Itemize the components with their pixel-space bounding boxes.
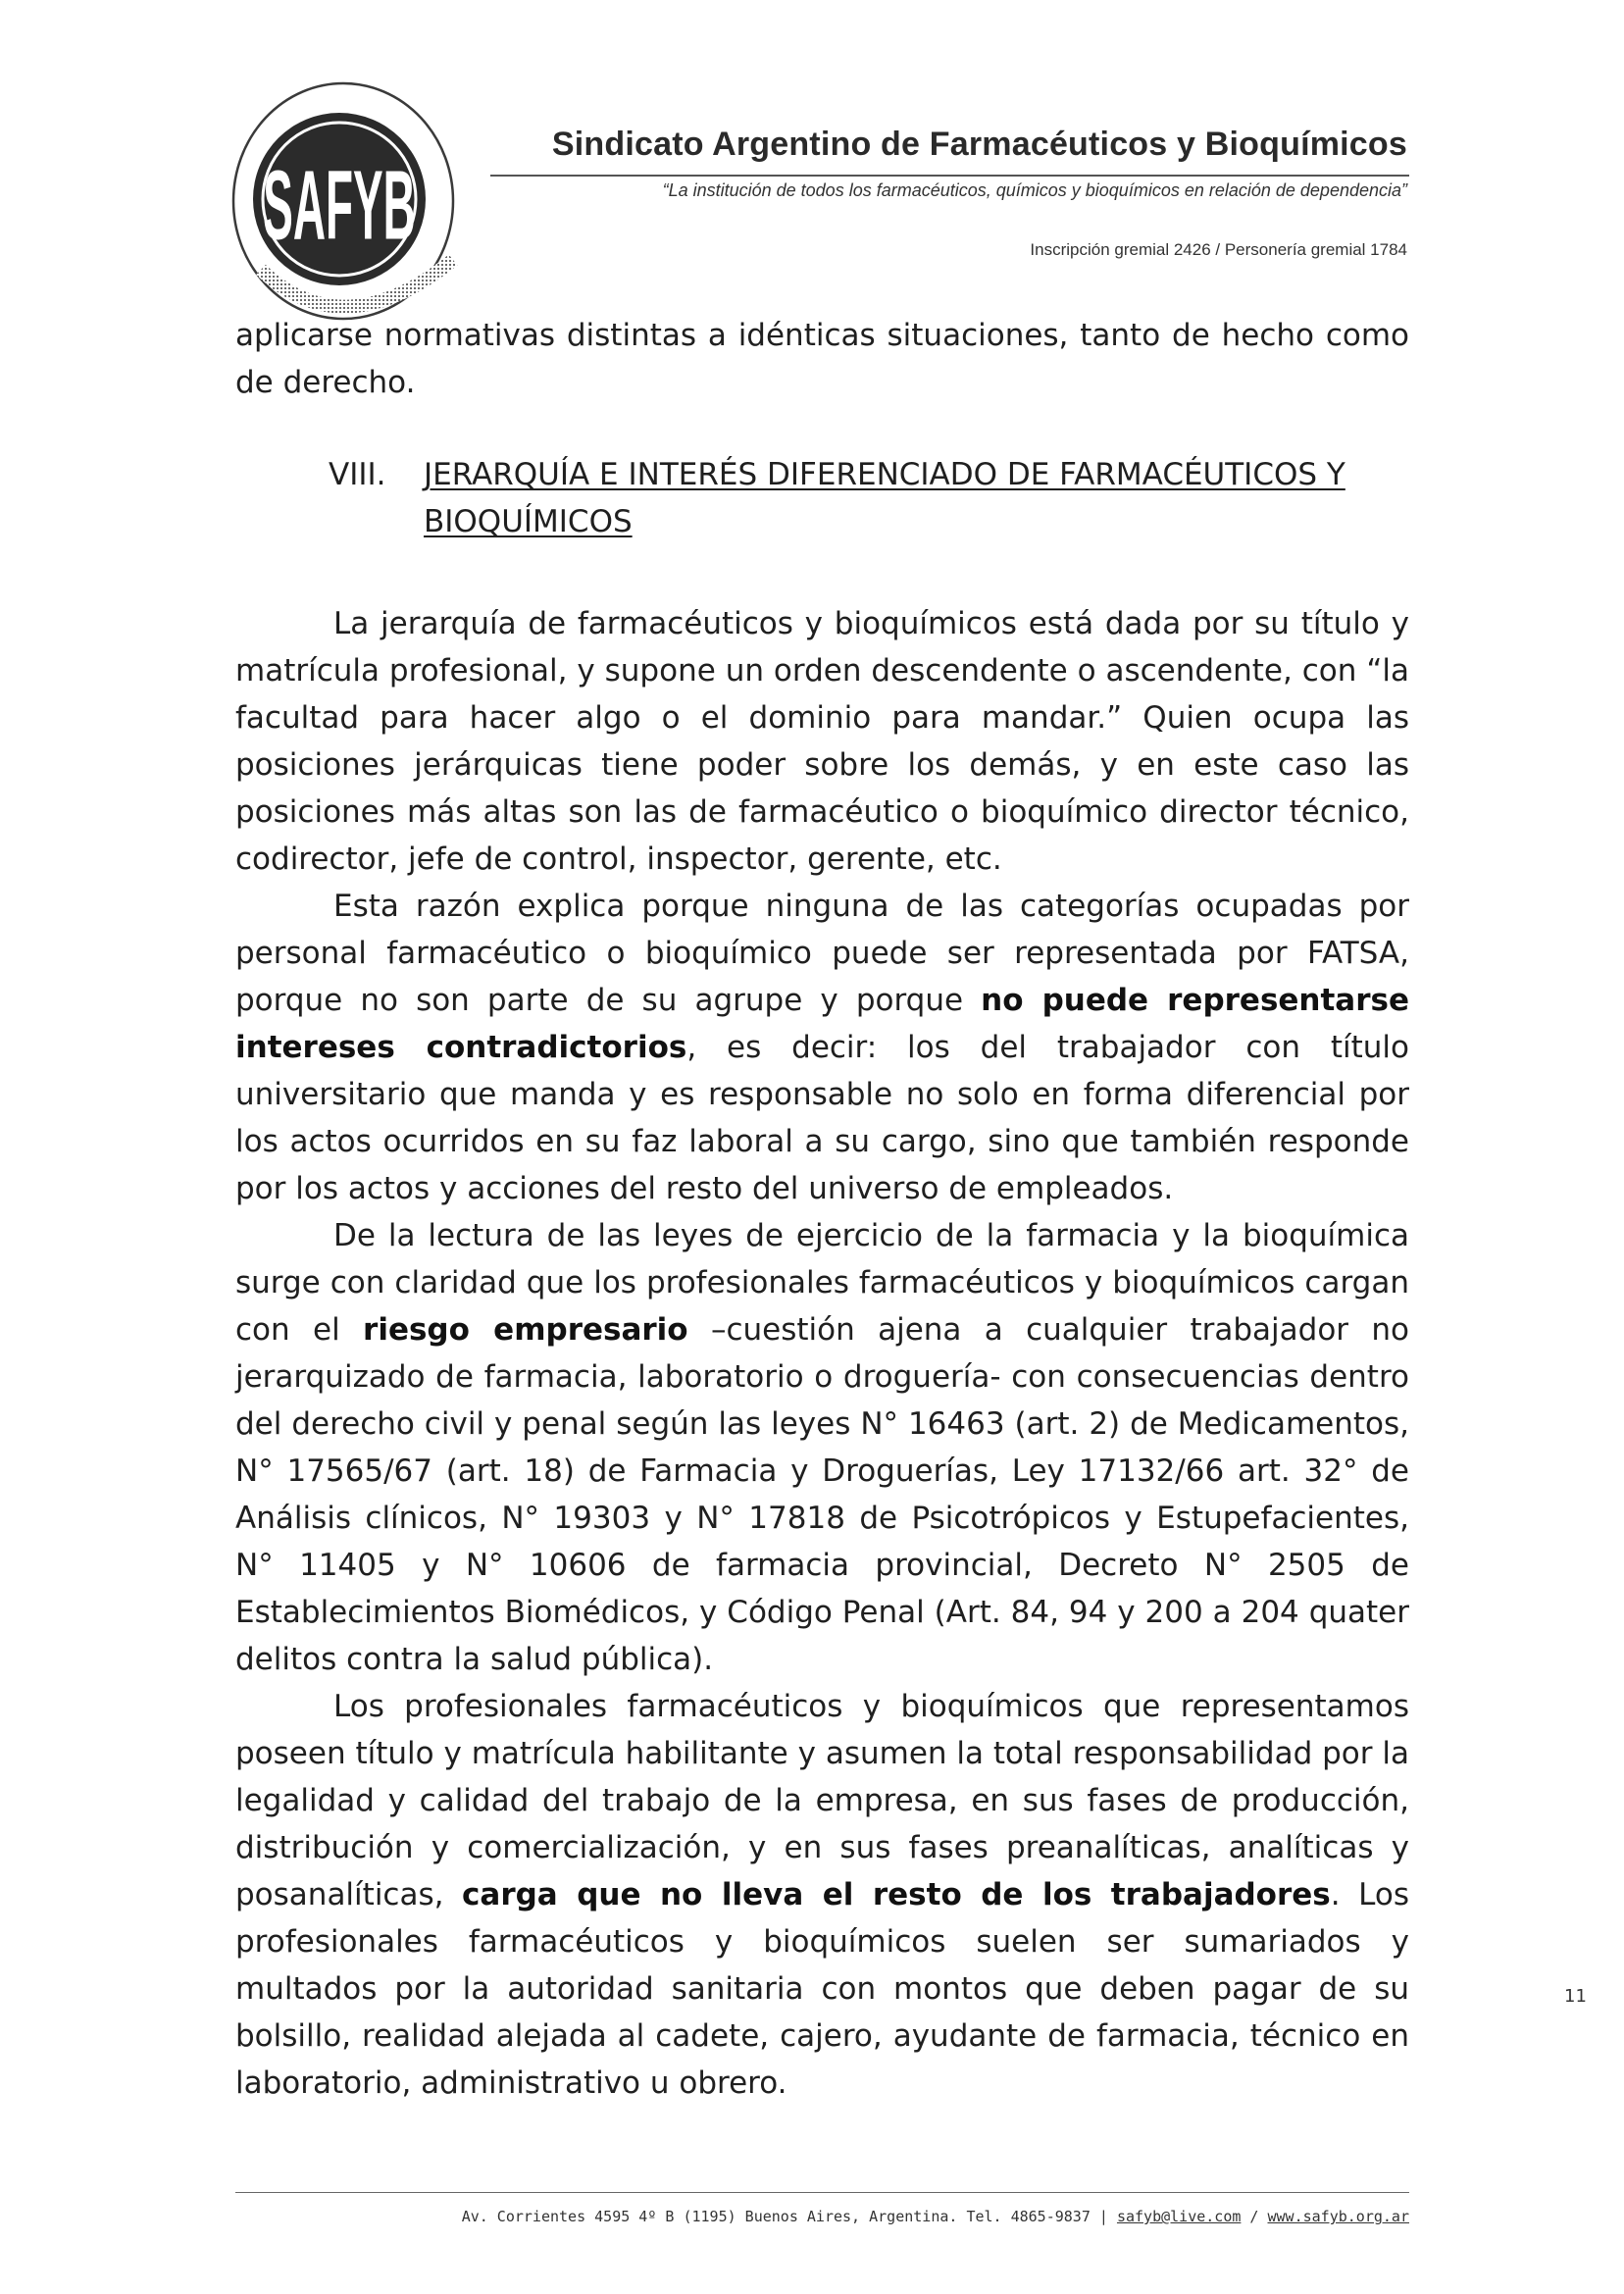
- footer-contact: [235, 2208, 1409, 2225]
- paragraph-3-emphasis: riesgo empresario: [363, 1312, 688, 1348]
- section-number: VIII.: [329, 457, 386, 492]
- paragraph-2-emphasis: no puede representarse intereses contradictorios: [235, 983, 1409, 1065]
- logo-text: SAFYB: [263, 151, 416, 261]
- section-title: JERARQUÍA E INTERÉS DIFERENCIADO DE FARMACÉUTICOS Y BIOQUÍMICOS: [424, 457, 1345, 539]
- paragraph-3-text: De la lectura de las leyes de ejercicio de la farmacia y la bioquímica surge con claridad que los profesionales farmacéuticos y bioquímicos cargan con el: [235, 1218, 1409, 1348]
- organization-motto: “La institución de todos los farmacéuticos, químicos y bioquímicos en relación de dependencia”: [662, 180, 1407, 200]
- registration-info: Inscripción gremial 2426 / Personería gremial 1784: [1030, 240, 1407, 259]
- paragraph-2-text: Esta razón explica porque ninguna de las categorías ocupadas por personal farmacéutico o bioquímico puede ser representada por FATSA, porque no son parte de su agrupe y porque: [235, 889, 1409, 1018]
- header-divider: [490, 175, 1409, 177]
- paragraph-4-emphasis: carga que no lleva el resto de los trabajadores: [462, 1877, 1331, 1912]
- intro-paragraph: aplicarse normativas distintas a idénticas situaciones, tanto de hecho como de derecho.: [235, 318, 1409, 400]
- logo-emblem: [226, 64, 485, 324]
- paragraph-3-text-end: –cuestión ajena a cualquier trabajador no jerarquizado de farmacia, laboratorio o droguería- con consecuencias dentro del derecho civil y penal según las leyes N° 16463 (art. 2) de Medicamentos, N° 17565/67 (art. 18) de Farmacia y Droguerías, Ley 17132/66 art. 32° de Análisis clínicos, N° 19303 y N° 17818 de Psicotrópicos y Estupefacientes, N° 11405 y N° 10606 de farmacia provincial, Decreto N° 2505 de Establecimientos Biomédicos, y Código Penal (Art. 84, 94 y 200 a 204 quater delitos contra la salud pública).: [235, 1312, 1409, 1677]
- organization-name: Sindicato Argentino de Farmacéuticos y Bioquímicos: [551, 126, 1407, 163]
- paragraph-2: [235, 883, 1409, 1212]
- paragraph-3: [235, 1212, 1409, 1683]
- paragraph-4: [235, 1683, 1409, 2107]
- paragraph-1: La jerarquía de farmacéuticos y bioquímicos está dada por su título y matrícula profesional, y supone un orden descendente o ascendente, con “la facultad para hacer algo o el dominio para mandar.” Quien ocupa las posiciones jerárquicas tiene poder sobre los demás, y en este caso las posiciones más altas son las de farmacéutico o bioquímico director técnico, codirector, jefe de control, inspector, gerente, etc.: [235, 606, 1409, 877]
- paragraph-4-text-end: . Los profesionales farmacéuticos y bioquímicos suelen ser sumariados y multados por la autoridad sanitaria con montos que deben pagar de su bolsillo, realidad alejada al cadete, cajero, ayudante de farmacia, técnico en laboratorio, administrativo u obrero.: [235, 1877, 1409, 2101]
- footer-address: Av. Corrientes 4595 4º B (1195) Buenos Aires, Argentina. Tel. 4865-9837 |: [461, 2208, 1117, 2225]
- footer-separator: /: [1241, 2208, 1268, 2225]
- paragraph-4-text: Los profesionales farmacéuticos y bioquímicos que representamos poseen título y matrícula habilitante y asumen la total responsabilidad por la legalidad y calidad del trabajo de la empresa, en sus fases de producción, distribución y comercialización, y en sus fases preanalíticas, analíticas y posanalíticas,: [235, 1689, 1409, 1912]
- footer-divider: [235, 2192, 1409, 2193]
- paragraph-2-text-end: , es decir: los del trabajador con título universitario que manda y es responsable no solo en forma diferencial por los actos ocurridos en su faz laboral a su cargo, sino que también responde por los actos y acciones del resto del universo de empleados.: [235, 1030, 1409, 1206]
- page-number: 11: [1564, 1986, 1587, 2007]
- safyb-logo: [226, 64, 485, 324]
- footer-website-link[interactable]: www.safyb.org.ar: [1267, 2208, 1409, 2225]
- footer-email-link[interactable]: safyb@live.com: [1116, 2208, 1242, 2225]
